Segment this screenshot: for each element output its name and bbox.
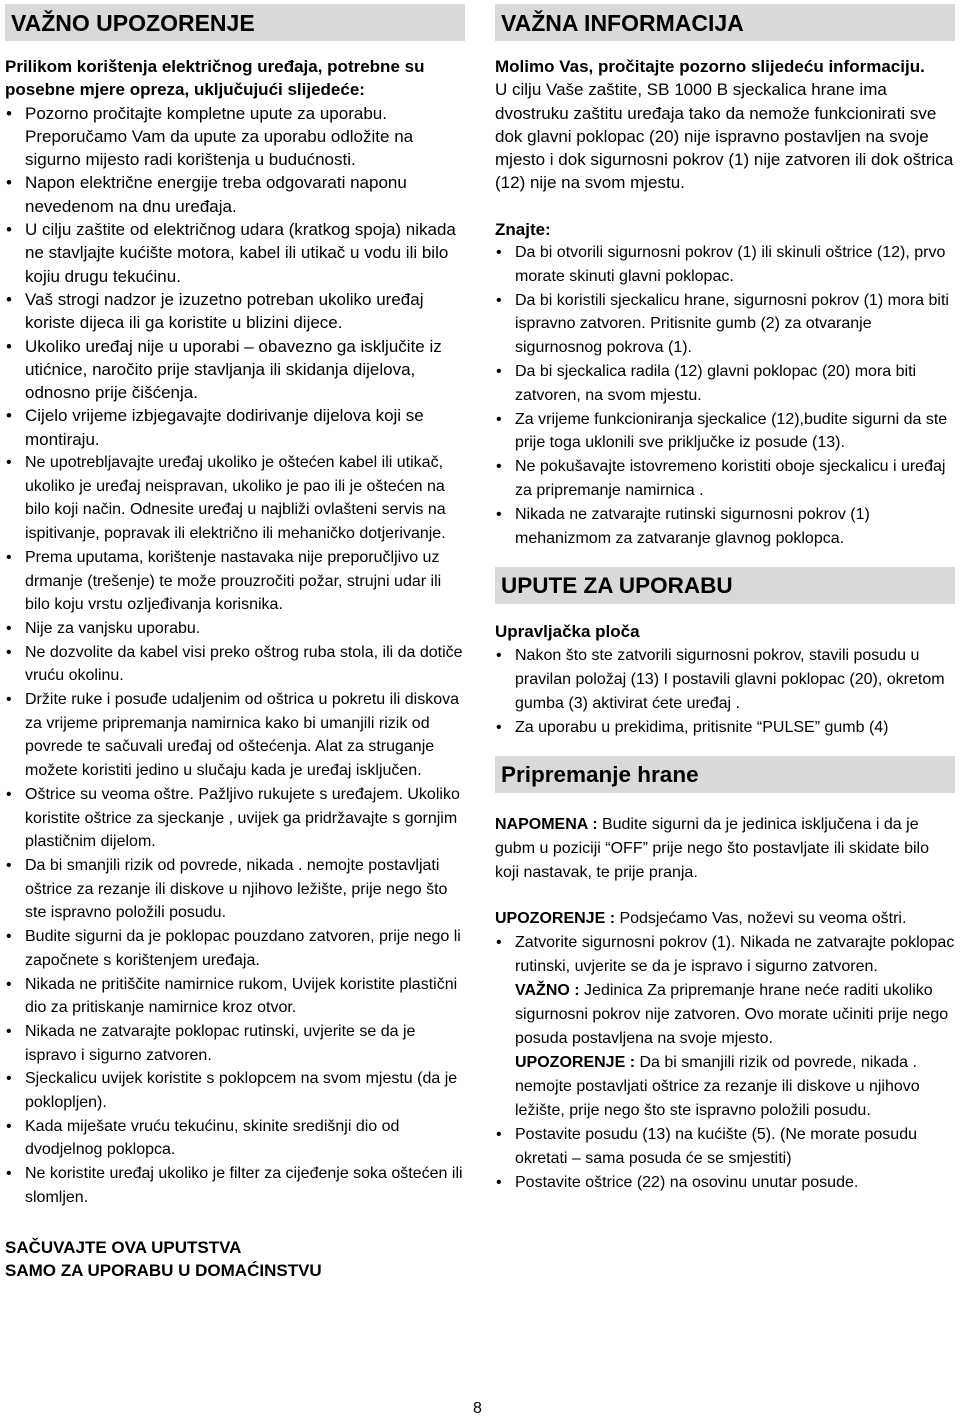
vazno-label: VAŽNO : [515,981,580,999]
right-column [495,4,955,1195]
control-panel-list [495,644,955,740]
list-item: • Nikada ne zatvarajte rutinski sigurnosni pokrov (1) mehanizmom za zatvaranje glavnog poklopca. [495,503,955,551]
info-intro-bold: Molimo Vas, pročitajte pozorno slijedeću informaciju. [495,57,925,76]
napomena-label: NAPOMENA : [495,815,598,833]
vazno-text: Jedinica Za pripremanje hrane neće raditi ukoliko sigurnosni pokrov nije zatvoren. Ovo morate učiniti prije nego posuda postavljena na svoje mjesto. [515,981,949,1047]
list-item: • Postavite oštrice (22) na osovinu unutar posude. [495,1171,955,1195]
household-use-only: SAMO ZA UPORABU U DOMAĆINSTVU [5,1260,322,1280]
warning-list-b [5,451,465,1210]
list-item: • Nakon što ste zatvorili sigurnosni pokrov, stavili posudu u pravilan položaj (13) I postavili glavni poklopac (20), okretom gumba (3) aktivirat ćete uređaj . [495,644,955,716]
upozorenje-note [495,907,955,931]
napomena-note [495,813,955,885]
list-item: • Napon električne energije treba odgovarati naponu nevedenom na dnu uređaja. [5,171,465,218]
usage-heading: UPUTE ZA UPORABU [495,567,955,604]
upozorenje2-label: UPOZORENJE : [515,1053,636,1071]
upozorenje2-text: Da bi smanjili rizik od povrede, nikada . nemojte postavljati oštrice za rezanje ili diskove u njihovo ležište, prije nego što ste ispravno položili posudu. [515,1053,920,1119]
napomena-text: Budite sigurni da je jedinica isključena i da je gubm u poziciji “OFF” prije nego što postavljate ili skidate bilo koji nastavak, te prije pranja. [495,815,929,881]
list-item: • Ne upotrebljavajte uređaj ukoliko je oštećen kabel ili utikač, ukoliko je uređaj neispravan, ukoliko je pao ili je oštećen na bilo koji način. Odnesite uređaj u najbliži ovlašteni servis na ispitivanje, popravak ili električno ili mehaničko dotjerivanje. [5,451,465,546]
znajte-list [495,241,955,550]
list-item: • Ne koristite uređaj ukoliko je filter za cijeđenje soka oštećen ili slomljen. [5,1162,465,1209]
list-item: • Nikada ne zatvarajte poklopac rutinski, uvjerite se da je ispravo i sigurno zatvoren. [5,1020,465,1067]
list-item: • Postavite posudu (13) na kućište (5). (Ne morate posudu okretati – sama posuda će se smjestiti) [495,1123,955,1171]
list-item: • Držite ruke i posuđe udaljenim od oštrica u pokretu ili diskova za vrijeme pripremanja namirnica kako bi umanjili rizik od povrede te sačuvali uređaj od oštećenja. Alat za struganje možete koristiti jedino u slučaju kada je uređaj isključen. [5,688,465,783]
list-item [495,931,955,1123]
list-item: • Da bi koristili sjeckalicu hrane, sigurnosni pokrov (1) mora biti ispravno zatvoren. Pritisnite gumb (2) za otvaranje sigurnosnog pokrova (1). [495,289,955,360]
page-number: 8 [473,1400,482,1417]
list-item: • Ukoliko uređaj nije u uporabi – obavezno ga isključite iz utićnice, naročito prije stavljanja ili skidanja dijelova, odnosno prije čišćenja. [5,335,465,405]
list-item: • Prema uputama, korištenje nastavaka nije preporučljivo uz drmanje (trešenje) te može prouzročiti požar, strujni udar ili bilo koju vrstu ozljeđivanja korisnika. [5,546,465,617]
warning-list-a [5,102,465,451]
step-text: Zatvorite sigurnosni pokrov (1). Nikada ne zatvarajte poklopac rutinski, uvjerite se da je ispravo i sigurno zatvoren. [515,933,955,975]
upozorenje-text: Podsjećamo Vas, noževi su veoma oštri. [615,909,907,927]
list-item: • Vaš strogi nadzor je izuzetno potreban ukoliko uređaj koriste dijeca ili ga koristite u blizini dijece. [5,288,465,335]
warning-heading: VAŽNO UPOZORENJE [5,4,465,41]
list-item: • Oštrice su veoma oštre. Pažljivo rukujete s uređajem. Ukoliko koristite oštrice za sjeckanje , uvijek ga pridržavajte s gornjim plastičnim dijelom. [5,783,465,854]
left-column [5,4,465,1282]
food-prep-heading: Pripremanje hrane [495,756,955,793]
control-panel-title: Upravljačka ploča [495,622,640,642]
info-intro-text: U cilju Vaše zaštite, SB 1000 B sjeckalica hrane ima dvostruku zaštitu uređaja tako da nemože funkcionirati sve dok glavni poklopac (20) nije ispravno postavljen na svoje mjesto i dok sigurnosni pokrov (1) nije zatvoren ili dok oštrica (12) nije na svom mjestu. [495,80,954,193]
list-item: • Za vrijeme funkcioniranja sjeckalice (12),budite sigurni da ste prije toga uklonili sve priključke iz posude (13). [495,408,955,456]
list-item: • Za uporabu u prekidima, pritisnite “PULSE” gumb (4) [495,716,955,740]
list-item: • Nikada ne pritiščite namirnice rukom, Uvijek koristite plastični dio za pritiskanje namirnice kroz otvor. [5,973,465,1020]
znajte-label: Znajte: [495,219,551,239]
list-item: • Nije za vanjsku uporabu. [5,617,465,641]
list-item: • Da bi smanjili rizik od povrede, nikada . nemojte postavljati oštrice za rezanje ili diskove u njihovo ležište, prije nego što ste ispravno položili posudu. [5,854,465,925]
upozorenje-label: UPOZORENJE : [495,909,616,927]
list-item: • Pozorno pročitajte kompletne upute za uporabu. Preporučamo Vam da upute za uporabu odložite na sigurno mijesto radi korištenja u budućnosti. [5,102,465,172]
warning-intro: Prilikom korištenja električnog uređaja, potrebne su posebne mjere opreza, uključujući slijedeće: [5,57,425,100]
list-item: • Sjeckalicu uvijek koristite s poklopcem na svom mjestu (da je poklopljen). [5,1067,465,1114]
list-item: • Kada miješate vruću tekućinu, skinite središnji dio od dvodjelnog poklopca. [5,1115,465,1162]
save-instructions: SAČUVAJTE OVA UPUTSTVA [5,1237,242,1257]
list-item: • Ne pokušavajte istovremeno koristiti oboje sjeckalicu i uređaj za pripremanje namirnica . [495,455,955,503]
list-item: • Cijelo vrijeme izbjegavajte dodirivanje dijelova koji se montiraju. [5,404,465,451]
info-heading: VAŽNA INFORMACIJA [495,4,955,41]
list-item: • Da bi otvorili sigurnosni pokrov (1) ili skinuli oštrice (12), prvo morate skinuti glavni poklopac. [495,241,955,289]
list-item: • Ne dozvolite da kabel visi preko oštrog ruba stola, ili da dotiče vruću okolinu. [5,641,465,688]
list-item: • Da bi sjeckalica radila (12) glavni poklopac (20) mora biti zatvoren, na svom mjestu. [495,360,955,408]
prep-steps-list [495,931,955,1195]
list-item: • Budite sigurni da je poklopac pouzdano zatvoren, prije nego li započnete s korištenjem uređaja. [5,925,465,972]
list-item: • U cilju zaštite od električnog udara (kratkog spoja) nikada ne stavljajte kućište motora, kabel ili utikač u vodu ili bilo kojiu drugu tekućinu. [5,218,465,288]
